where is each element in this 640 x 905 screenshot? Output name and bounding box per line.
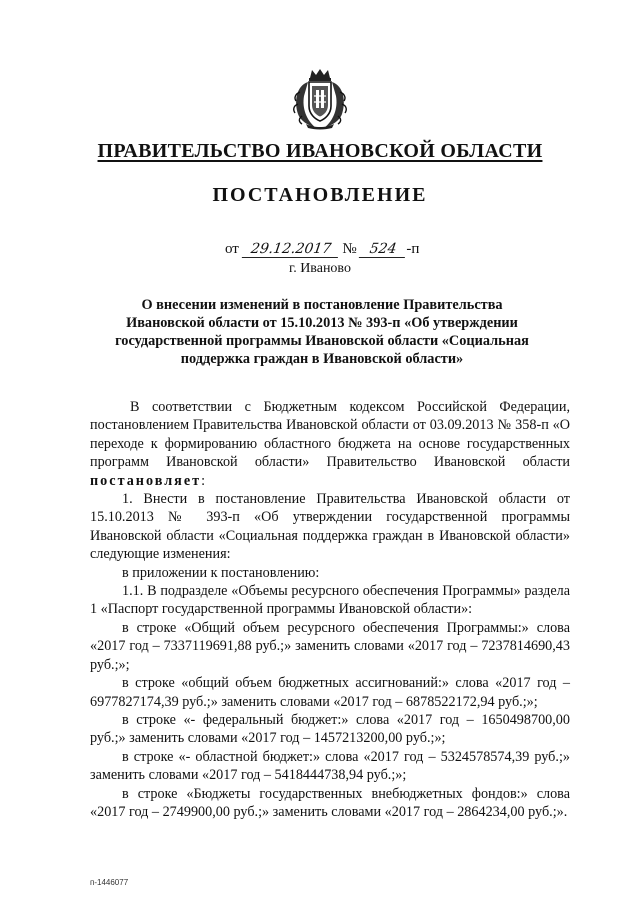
organization-title: ПРАВИТЕЛЬСТВО ИВАНОВСКОЙ ОБЛАСТИ [97,140,543,162]
number-suffix: -п [406,241,420,257]
date-prefix: от [225,241,239,257]
paragraph-extrabudgetary-funds: в строке «Бюджеты государственных внебюджетных фондов:» слова «2017 год – 2749900,00 руб.;» заменить словами «2017 год – 2864234,00 руб.;». [90,785,570,820]
document-type: ПОСТАНОВЛЕНИЕ [212,184,428,206]
coat-of-arms-icon [292,68,348,130]
document-body [90,398,570,821]
paragraph-item-1-1: 1.1. В подразделе «Объемы ресурсного обеспечения Программы» раздела 1 «Паспорт государственной программы Ивановской области»: [90,583,570,618]
number-sign: № [342,241,357,257]
document-heading: О внесении изменений в постановление Правительства Ивановской области от 15.10.2013 № 393-п «Об утверждении государственной программы Ивановской области «Социальная поддержка граждан в Ивановской области» [115,297,529,367]
paragraph-annex: в приложении к постановлению: [122,564,320,581]
preamble-text: В соответствии с Бюджетным кодексом Российской Федерации, постановлением Правительства Ивановской области от 03.09.2013 № 358-п «О переходе к формированию областного бюджета на основе государственных программ Ивановской области» Правительство Ивановской области [90,399,570,471]
document-date: 29.12.2017 [241,241,339,258]
document-number-line [225,241,419,258]
document-number: 524 [359,241,407,258]
preamble-colon: : [201,472,206,489]
city: г. Иваново [289,261,351,276]
resolves-word: постановляет [90,472,202,489]
paragraph-total-resources: в строке «Общий объем ресурсного обеспечения Программы:» слова «2017 год – 7337119691,88 руб.;» заменить словами «2017 год – 7237814690,43 руб.;»; [90,619,570,673]
footer-code: п-1446077 [90,878,129,887]
paragraph-regional-budget: в строке «- областной бюджет:» слова «2017 год – 5324578574,39 руб.;» заменить словами «2017 год – 5418444738,94 руб.;»; [90,748,570,784]
paragraph-item-1: 1. Внести в постановление Правительства Ивановской области от 15.10.2013 № 393-п «Об утверждении государственной программы Ивановской области «Социальная поддержка граждан в Ивановской области» следующие изменения: [90,491,570,563]
paragraph-budget-allocations: в строке «общий объем бюджетных ассигнований:» слова «2017 год – 6977827174,39 руб.;» заменить словами «2017 год – 6878522172,94 руб.;»; [90,675,570,710]
paragraph-federal-budget: в строке «- федеральный бюджет:» слова «2017 год – 1650498700,00 руб.;» заменить словами «2017 год – 1457213200,00 руб.;»; [90,711,570,747]
paragraph-preamble [90,398,570,490]
